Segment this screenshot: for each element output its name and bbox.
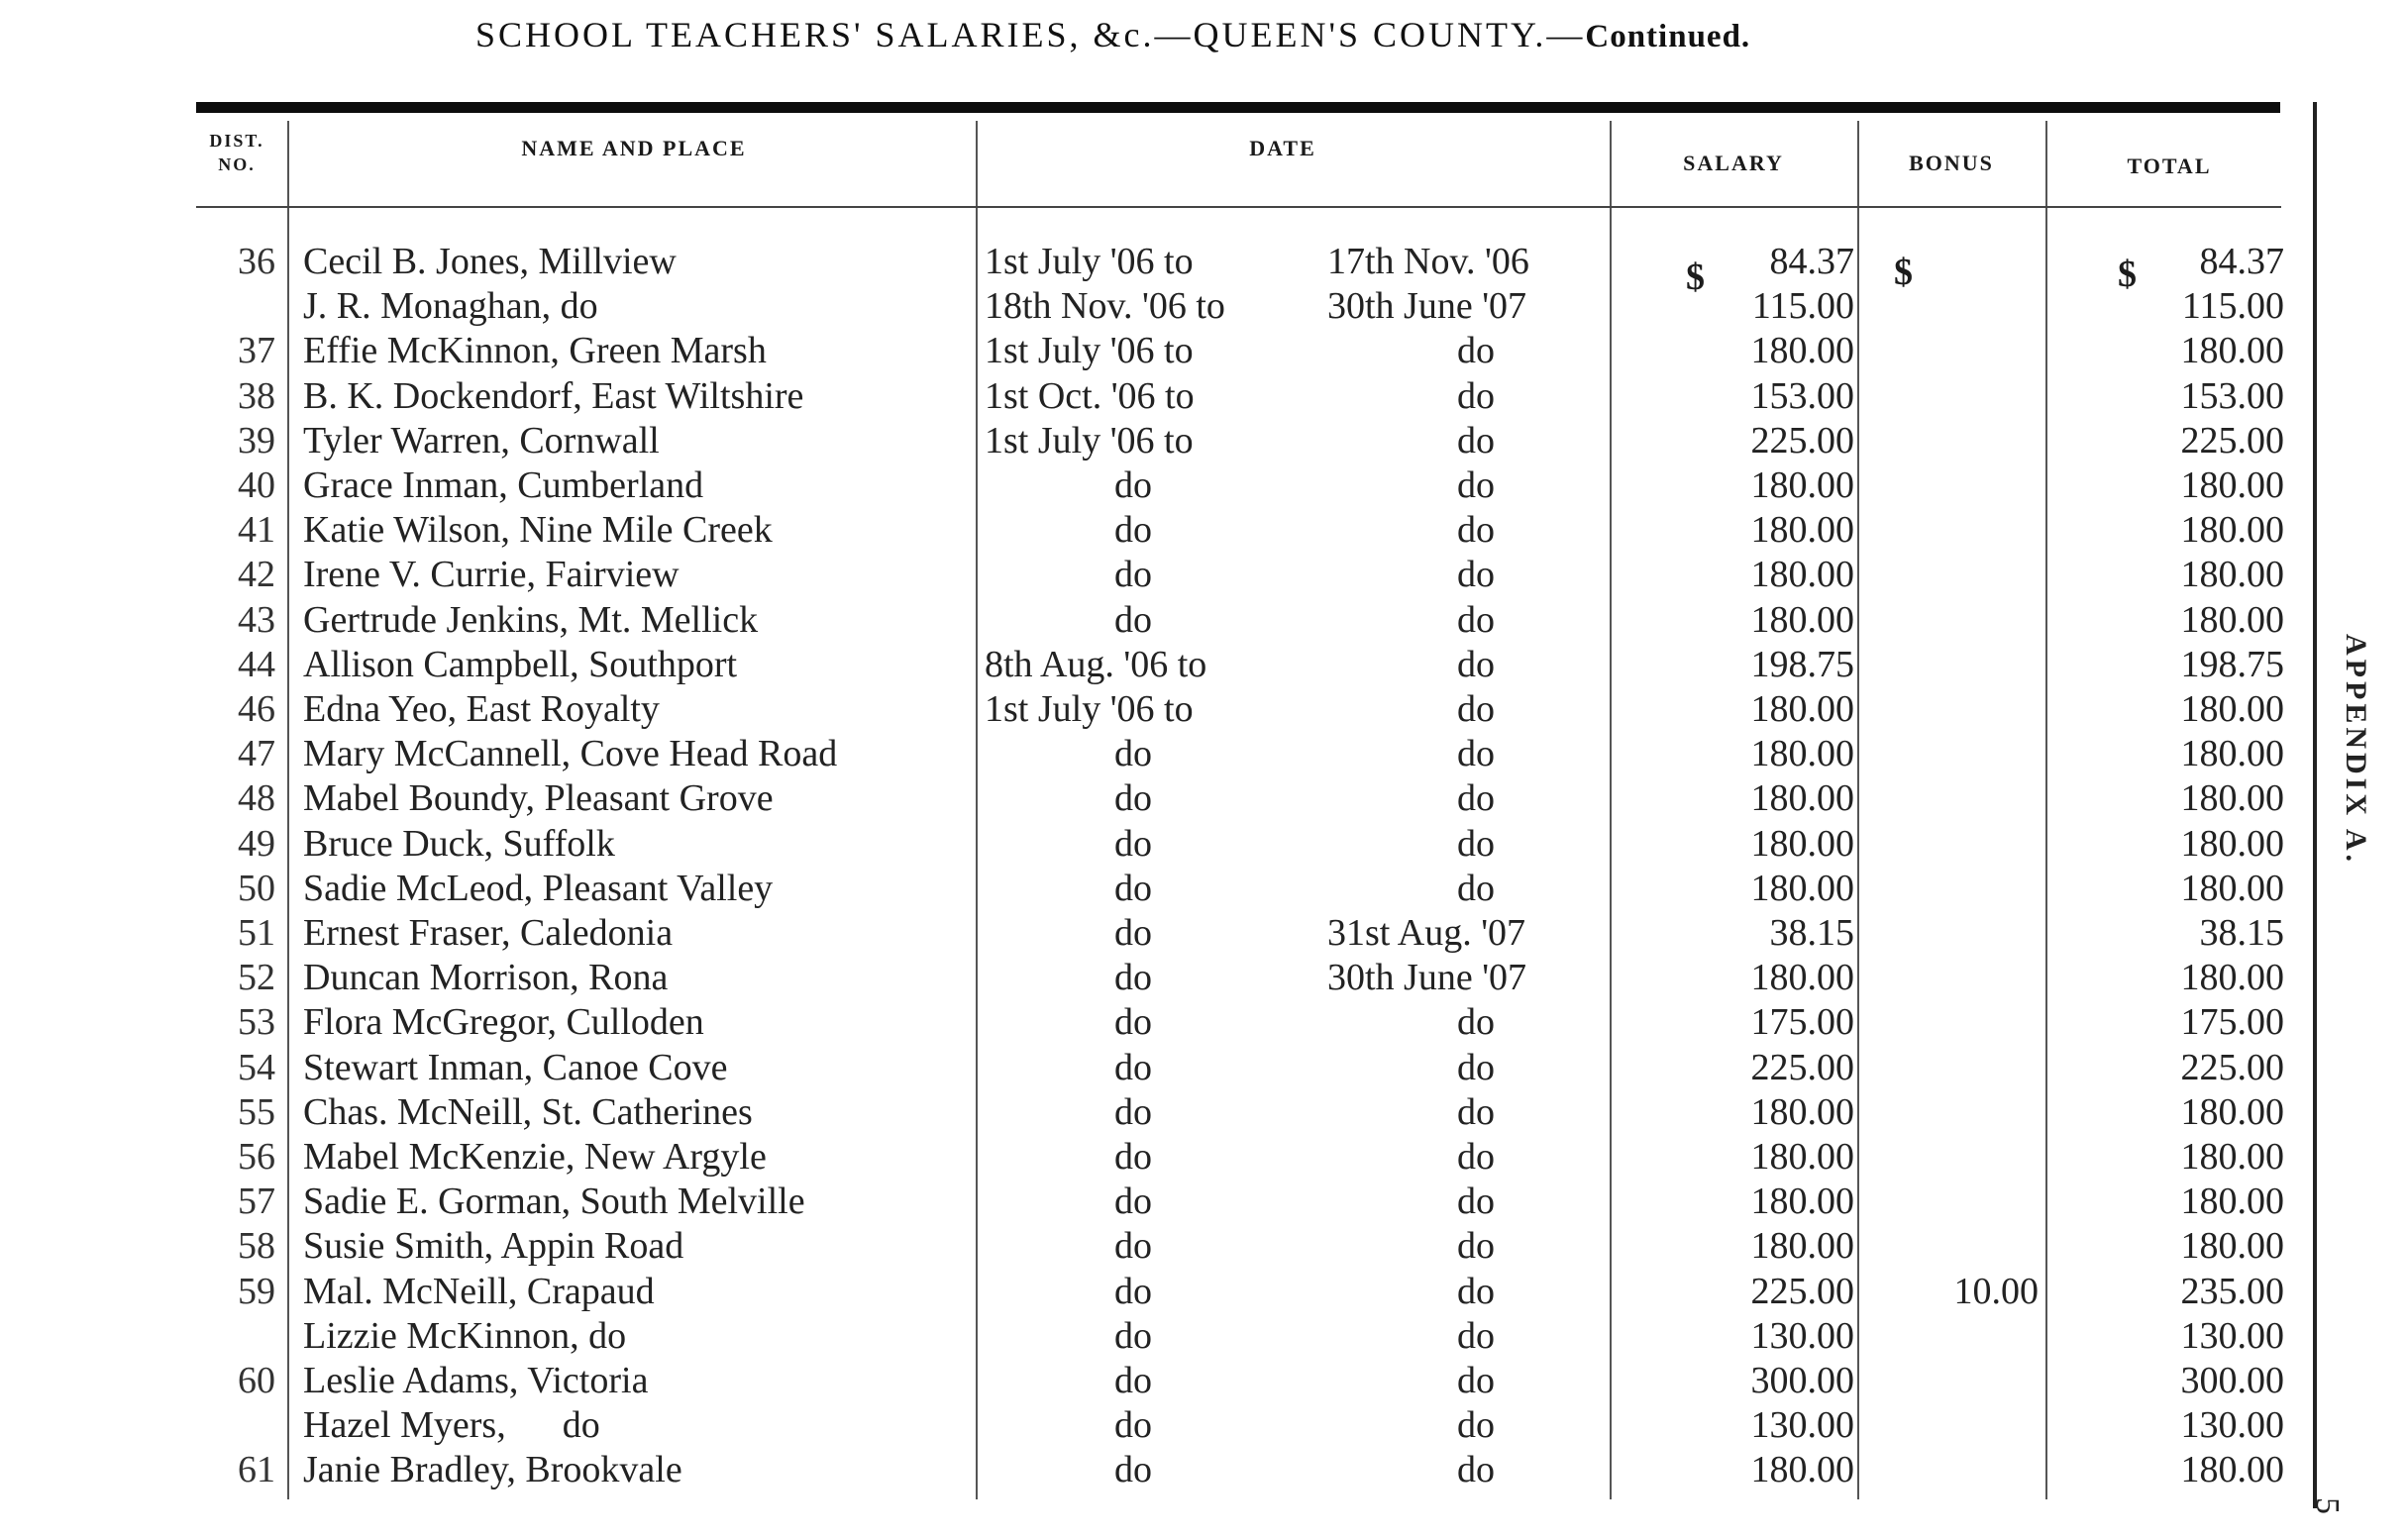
date-to: do <box>1457 554 1495 595</box>
date-from: do <box>1114 464 1152 506</box>
date-to: do <box>1457 1360 1495 1401</box>
table-row <box>0 329 2408 373</box>
dist-number: 44 <box>238 644 275 685</box>
total-value: 180.00 <box>2180 509 2284 551</box>
salary-value: 180.00 <box>1750 1449 1854 1490</box>
total-value: 180.00 <box>2180 1225 2284 1267</box>
salary-value: 180.00 <box>1750 509 1854 551</box>
date-to: do <box>1457 1225 1495 1267</box>
teacher-name-place: Sadie E. Gorman, South Melville <box>303 1181 805 1222</box>
date-from: 1st July '06 to <box>985 688 1194 730</box>
total-value: 235.00 <box>2180 1271 2284 1312</box>
total-value: 180.00 <box>2180 464 2284 506</box>
dist-number: 53 <box>238 1001 275 1043</box>
salary-currency-symbol: $ <box>1686 257 1705 298</box>
date-from: do <box>1114 1136 1152 1178</box>
teacher-name-place: Duncan Morrison, Rona <box>303 957 669 998</box>
header-dist: DIST. NO. <box>209 131 264 174</box>
table-row <box>0 553 2408 597</box>
header-salary: SALARY <box>1683 151 1784 175</box>
dist-number: 50 <box>238 868 275 909</box>
dist-number: 49 <box>238 823 275 865</box>
date-to: do <box>1457 1404 1495 1446</box>
date-from: 1st July '06 to <box>985 420 1194 462</box>
total-value: 300.00 <box>2180 1360 2284 1401</box>
salary-value: 130.00 <box>1750 1315 1854 1357</box>
total-value: 198.75 <box>2180 644 2284 685</box>
dist-number: 51 <box>238 912 275 954</box>
header-date: DATE <box>1249 136 1316 160</box>
table-row <box>0 374 2408 419</box>
teacher-name-place: Mabel Boundy, Pleasant Grove <box>303 777 774 819</box>
header-name: NAME AND PLACE <box>521 136 747 160</box>
salary-value: 180.00 <box>1750 1091 1854 1133</box>
total-value: 180.00 <box>2180 868 2284 909</box>
bonus-value: 10.00 <box>1953 1271 2039 1312</box>
date-to: do <box>1457 375 1495 417</box>
table-row <box>0 911 2408 956</box>
total-value: 225.00 <box>2180 420 2284 462</box>
salary-value: 175.00 <box>1750 1001 1854 1043</box>
total-value: 153.00 <box>2180 375 2284 417</box>
teacher-name-place: B. K. Dockendorf, East Wiltshire <box>303 375 804 417</box>
teacher-name-place: Katie Wilson, Nine Mile Creek <box>303 509 773 551</box>
teacher-name-place: Edna Yeo, East Royalty <box>303 688 660 730</box>
table-row <box>0 1180 2408 1224</box>
date-to: do <box>1457 1047 1495 1088</box>
date-from: do <box>1114 509 1152 551</box>
salary-value: 115.00 <box>1751 285 1854 327</box>
page-title-main: SCHOOL TEACHERS' SALARIES, &c.—QUEEN'S COUNTY.— <box>475 15 1586 54</box>
dist-number: 47 <box>238 733 275 774</box>
table-row <box>0 956 2408 1000</box>
table-row <box>0 463 2408 508</box>
date-to: do <box>1457 777 1495 819</box>
teacher-name-place: Susie Smith, Appin Road <box>303 1225 684 1267</box>
date-from: do <box>1114 1449 1152 1490</box>
date-to: do <box>1457 330 1495 371</box>
date-from: do <box>1114 1271 1152 1312</box>
dist-number: 42 <box>238 554 275 595</box>
date-to: do <box>1457 868 1495 909</box>
teacher-name-place: Flora McGregor, Culloden <box>303 1001 704 1043</box>
table-row <box>0 419 2408 463</box>
top-rule <box>196 102 2280 113</box>
teacher-name-place: Tyler Warren, Cornwall <box>303 420 660 462</box>
salary-value: 225.00 <box>1750 1047 1854 1088</box>
total-value: 180.00 <box>2180 957 2284 998</box>
date-from: do <box>1114 1091 1152 1133</box>
teacher-name-place: Mabel McKenzie, New Argyle <box>303 1136 767 1178</box>
date-from: do <box>1114 1315 1152 1357</box>
salary-value: 180.00 <box>1750 868 1854 909</box>
teacher-name-place: Sadie McLeod, Pleasant Valley <box>303 868 774 909</box>
salary-value: 225.00 <box>1750 420 1854 462</box>
salary-value: 300.00 <box>1750 1360 1854 1401</box>
salary-value: 84.37 <box>1769 241 1854 282</box>
date-to: 30th June '07 <box>1327 957 1527 998</box>
teacher-name-place: Mary McCannell, Cove Head Road <box>303 733 838 774</box>
date-from: do <box>1114 1181 1152 1222</box>
teacher-name-place: Mal. McNeill, Crapaud <box>303 1271 655 1312</box>
table-row <box>0 1000 2408 1045</box>
dist-number: 55 <box>238 1091 275 1133</box>
table-row <box>0 598 2408 643</box>
date-from: 1st July '06 to <box>985 330 1194 371</box>
table-row <box>0 1403 2408 1448</box>
table-row <box>0 1314 2408 1359</box>
dist-number: 38 <box>238 375 275 417</box>
date-from: 1st Oct. '06 to <box>985 375 1195 417</box>
appendix-label: APPENDIX A. <box>2340 634 2372 867</box>
teacher-name-place: Leslie Adams, Victoria <box>303 1360 649 1401</box>
dist-number: 41 <box>238 509 275 551</box>
salary-value: 180.00 <box>1750 1181 1854 1222</box>
date-to: do <box>1457 1136 1495 1178</box>
date-to: 17th Nov. '06 <box>1327 241 1529 282</box>
dist-number: 59 <box>238 1271 275 1312</box>
dist-number: 60 <box>238 1360 275 1401</box>
table-row <box>0 1135 2408 1180</box>
total-value: 225.00 <box>2180 1047 2284 1088</box>
date-from: do <box>1114 777 1152 819</box>
total-value: 180.00 <box>2180 554 2284 595</box>
page-title-continued: Continued. <box>1585 19 1751 54</box>
table-row <box>0 508 2408 553</box>
date-to: do <box>1457 1001 1495 1043</box>
header-total: TOTAL <box>2127 154 2212 178</box>
date-to: do <box>1457 733 1495 774</box>
date-from: do <box>1114 1360 1152 1401</box>
page-number: 5 <box>2309 1497 2346 1514</box>
table-row <box>0 776 2408 821</box>
teacher-name-place: Bruce Duck, Suffolk <box>303 823 615 865</box>
total-value: 180.00 <box>2180 1449 2284 1490</box>
dist-number: 39 <box>238 420 275 462</box>
date-to: 31st Aug. '07 <box>1327 912 1526 954</box>
salary-value: 180.00 <box>1750 1136 1854 1178</box>
dist-number: 46 <box>238 688 275 730</box>
salary-value: 180.00 <box>1750 464 1854 506</box>
teacher-name-place: Janie Bradley, Brookvale <box>303 1449 682 1490</box>
header-rule <box>196 206 2281 208</box>
date-from: do <box>1114 1404 1152 1446</box>
date-to: do <box>1457 823 1495 865</box>
salary-value: 180.00 <box>1750 688 1854 730</box>
dist-number: 36 <box>238 241 275 282</box>
salary-value: 180.00 <box>1750 823 1854 865</box>
salary-value: 180.00 <box>1750 599 1854 641</box>
table-row <box>0 1224 2408 1269</box>
total-value: 130.00 <box>2180 1315 2284 1357</box>
teacher-name-place: Stewart Inman, Canoe Cove <box>303 1047 728 1088</box>
date-to: do <box>1457 1181 1495 1222</box>
salary-value: 180.00 <box>1750 1225 1854 1267</box>
total-value: 115.00 <box>2181 285 2284 327</box>
salary-value: 130.00 <box>1750 1404 1854 1446</box>
salary-value: 180.00 <box>1750 957 1854 998</box>
date-to: do <box>1457 599 1495 641</box>
salary-value: 153.00 <box>1750 375 1854 417</box>
table-row <box>0 732 2408 776</box>
date-from: 8th Aug. '06 to <box>985 644 1207 685</box>
total-value: 180.00 <box>2180 330 2284 371</box>
teacher-name-place: Chas. McNeill, St. Catherines <box>303 1091 753 1133</box>
teacher-name-place: Gertrude Jenkins, Mt. Mellick <box>303 599 759 641</box>
salary-value: 180.00 <box>1750 554 1854 595</box>
table-row <box>0 687 2408 732</box>
salary-value: 180.00 <box>1750 330 1854 371</box>
date-to: do <box>1457 688 1495 730</box>
page-title <box>475 14 1750 55</box>
total-value: 180.00 <box>2180 777 2284 819</box>
teacher-name-place: Lizzie McKinnon, do <box>303 1315 627 1357</box>
table-row <box>0 1046 2408 1090</box>
table-row <box>0 822 2408 867</box>
total-value: 180.00 <box>2180 688 2284 730</box>
salary-value: 225.00 <box>1750 1271 1854 1312</box>
date-from: do <box>1114 733 1152 774</box>
header-bonus: BONUS <box>1909 151 1994 175</box>
date-from: do <box>1114 868 1152 909</box>
dist-number: 61 <box>238 1449 275 1490</box>
date-to: do <box>1457 464 1495 506</box>
salary-value: 198.75 <box>1750 644 1854 685</box>
dist-number: 52 <box>238 957 275 998</box>
dist-number: 57 <box>238 1181 275 1222</box>
dist-number: 54 <box>238 1047 275 1088</box>
total-value: 180.00 <box>2180 599 2284 641</box>
total-value: 130.00 <box>2180 1404 2284 1446</box>
total-value: 38.15 <box>2199 912 2284 954</box>
teacher-name-place: Allison Campbell, Southport <box>303 644 738 685</box>
table-row <box>0 1359 2408 1403</box>
teacher-name-place: J. R. Monaghan, do <box>303 285 598 327</box>
total-value: 84.37 <box>2199 241 2284 282</box>
date-from: do <box>1114 957 1152 998</box>
salary-value: 38.15 <box>1769 912 1854 954</box>
date-from: do <box>1114 1001 1152 1043</box>
dist-number: 48 <box>238 777 275 819</box>
teacher-name-place: Irene V. Currie, Fairview <box>303 554 680 595</box>
date-to: do <box>1457 1271 1495 1312</box>
total-currency-symbol: $ <box>2118 254 2137 295</box>
dist-number: 37 <box>238 330 275 371</box>
salary-value: 180.00 <box>1750 733 1854 774</box>
total-value: 180.00 <box>2180 1136 2284 1178</box>
table-row <box>0 1448 2408 1492</box>
date-to: do <box>1457 509 1495 551</box>
date-from: 1st July '06 to <box>985 241 1194 282</box>
table-row <box>0 284 2408 329</box>
total-value: 175.00 <box>2180 1001 2284 1043</box>
salary-value: 180.00 <box>1750 777 1854 819</box>
bonus-currency-symbol: $ <box>1894 252 1913 293</box>
table-row <box>0 1090 2408 1135</box>
date-to: do <box>1457 644 1495 685</box>
total-value: 180.00 <box>2180 1091 2284 1133</box>
date-from: do <box>1114 912 1152 954</box>
table-row <box>0 643 2408 687</box>
date-to: 30th June '07 <box>1327 285 1527 327</box>
total-value: 180.00 <box>2180 1181 2284 1222</box>
total-value: 180.00 <box>2180 823 2284 865</box>
date-from: do <box>1114 599 1152 641</box>
date-from: do <box>1114 823 1152 865</box>
date-to: do <box>1457 1315 1495 1357</box>
teacher-name-place: Effie McKinnon, Green Marsh <box>303 330 767 371</box>
teacher-name-place: Ernest Fraser, Caledonia <box>303 912 674 954</box>
teacher-name-place: Grace Inman, Cumberland <box>303 464 704 506</box>
date-to: do <box>1457 1449 1495 1490</box>
dist-number: 40 <box>238 464 275 506</box>
date-from: do <box>1114 1225 1152 1267</box>
table-row <box>0 240 2408 284</box>
dist-number: 56 <box>238 1136 275 1178</box>
table-row <box>0 867 2408 911</box>
total-value: 180.00 <box>2180 733 2284 774</box>
date-to: do <box>1457 420 1495 462</box>
dist-number: 43 <box>238 599 275 641</box>
dist-number: 58 <box>238 1225 275 1267</box>
date-from: do <box>1114 554 1152 595</box>
teacher-name-place: Cecil B. Jones, Millview <box>303 241 677 282</box>
date-to: do <box>1457 1091 1495 1133</box>
date-from: 18th Nov. '06 to <box>985 285 1225 327</box>
table-row <box>0 1270 2408 1314</box>
date-from: do <box>1114 1047 1152 1088</box>
teacher-name-place: Hazel Myers, do <box>303 1404 600 1446</box>
